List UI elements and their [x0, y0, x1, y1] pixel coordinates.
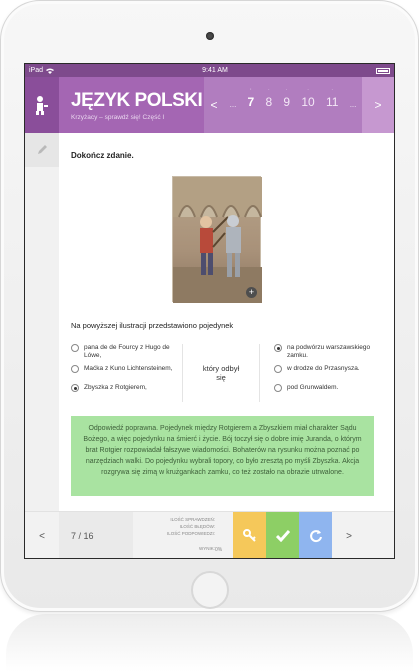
question-counter: 7 / 16 — [59, 512, 133, 559]
hint-key-button[interactable] — [233, 512, 266, 559]
tool-strip — [25, 133, 59, 511]
front-camera — [206, 32, 214, 40]
screen — [24, 63, 395, 559]
page-number-1[interactable] — [248, 87, 255, 109]
next-question-button[interactable]: > — [346, 530, 352, 542]
radio-icon[interactable] — [71, 365, 79, 373]
reset-button[interactable] — [299, 512, 332, 559]
student-icon[interactable] — [25, 77, 59, 133]
page-dot: · — [285, 87, 288, 93]
pencil-icon[interactable] — [25, 133, 59, 167]
page-number-2[interactable] — [265, 87, 272, 109]
page-number-label: 8 — [265, 95, 273, 109]
app-title: JĘZYK POLSKI — [71, 90, 203, 111]
home-button[interactable] — [191, 571, 229, 609]
feedback-box: Odpowiedź poprawna. Pojedynek między Rotgierem a Zbyszkiem miał charakter Sądu Bożego, a więc pojedynku na śmierć i życie. Bój toczył się o dobre imię Juranda, o którym brat Rotgier rozpowiadał fałszywe wiadomości. Bohaterów na rysunku można poznać po narzędziach walki. Do pojedynku wybrali topory, co było zresztą po myśli Zbyszka. Akcja rozgrywa się zimą w krużgankach zamku, co też zostało na obrazie utrwalone. — [71, 416, 374, 496]
connector-text: który odbył się — [182, 344, 260, 402]
radio-icon[interactable] — [71, 344, 79, 352]
device-reflection — [6, 614, 413, 672]
page-dot: · — [250, 87, 252, 93]
exercise-content — [59, 133, 395, 511]
radio-icon[interactable] — [274, 384, 282, 392]
bottom-bar — [25, 511, 395, 559]
zoom-plus-icon[interactable]: + — [246, 287, 257, 298]
page-number-4[interactable] — [301, 87, 314, 109]
page-dot: · — [307, 87, 309, 93]
right-option-1[interactable]: na podwórzu warszawskiego zamku. — [274, 344, 384, 360]
app-header — [25, 77, 394, 133]
clock: 9:41 AM — [202, 67, 228, 74]
prev-page-arrow[interactable]: < — [210, 98, 218, 112]
page-number-0[interactable] — [230, 92, 237, 109]
page-dot: · — [267, 87, 270, 93]
radio-icon[interactable] — [71, 384, 79, 392]
carrier-label: iPad — [29, 67, 44, 74]
page-navigator — [204, 77, 362, 133]
page-list — [224, 87, 362, 123]
page-number-label: 11 — [325, 95, 339, 109]
page-number-label: 9 — [283, 95, 291, 109]
right-option-2[interactable]: w drodze do Przasnysza. — [274, 365, 384, 373]
key-icon — [243, 529, 257, 543]
checkmark-icon — [276, 530, 290, 542]
duel-illustration[interactable] — [172, 176, 261, 302]
reset-icon — [309, 529, 323, 543]
left-option-2[interactable]: Maćka z Kuno Lichtensteinem, — [71, 365, 176, 373]
status-bar — [25, 64, 394, 77]
radio-icon[interactable] — [274, 365, 282, 373]
right-option-3[interactable]: pod Grunwaldem. — [274, 384, 384, 392]
stats-panel — [133, 512, 233, 559]
result-value: 0% — [215, 547, 223, 553]
radio-icon[interactable] — [274, 344, 282, 352]
page-number-label: ... — [349, 100, 357, 109]
checked-count-label: ILOŚĆ SPRAWDZEŃ: — [170, 517, 215, 522]
result-label: WYNIK: — [198, 546, 215, 551]
battery-icon — [376, 68, 390, 74]
answer-options — [71, 338, 389, 408]
page-dot: · — [331, 87, 334, 93]
next-page-arrow[interactable]: > — [362, 77, 394, 133]
errors-count-label: ILOŚĆ BŁĘDÓW: — [179, 524, 215, 529]
app-subtitle: Krzyżacy – sprawdź się! Część I — [71, 114, 165, 121]
exercise-instruction: Dokończ zdanie. — [71, 151, 134, 160]
question-prompt: Na powyższej ilustracji przedstawiono pojedynek — [71, 321, 234, 330]
page-number-5[interactable] — [326, 87, 338, 109]
header-title-block — [59, 77, 204, 133]
page-number-3[interactable] — [283, 87, 290, 109]
left-option-1[interactable]: pana de de Fourcy z Hugo de Lówe, — [71, 344, 176, 360]
wifi-icon — [46, 68, 54, 74]
hints-count-label: ILOŚĆ PODPOWIEDZI: — [166, 531, 215, 536]
page-number-label: 7 — [247, 95, 255, 109]
prev-question-button[interactable]: < — [39, 530, 45, 542]
page-number-6[interactable] — [350, 92, 357, 109]
left-option-3[interactable]: Zbyszka z Rotgierem, — [71, 384, 176, 392]
page-number-label: 10 — [301, 95, 315, 109]
check-answer-button[interactable] — [266, 512, 299, 559]
page-number-label: ... — [229, 100, 237, 109]
